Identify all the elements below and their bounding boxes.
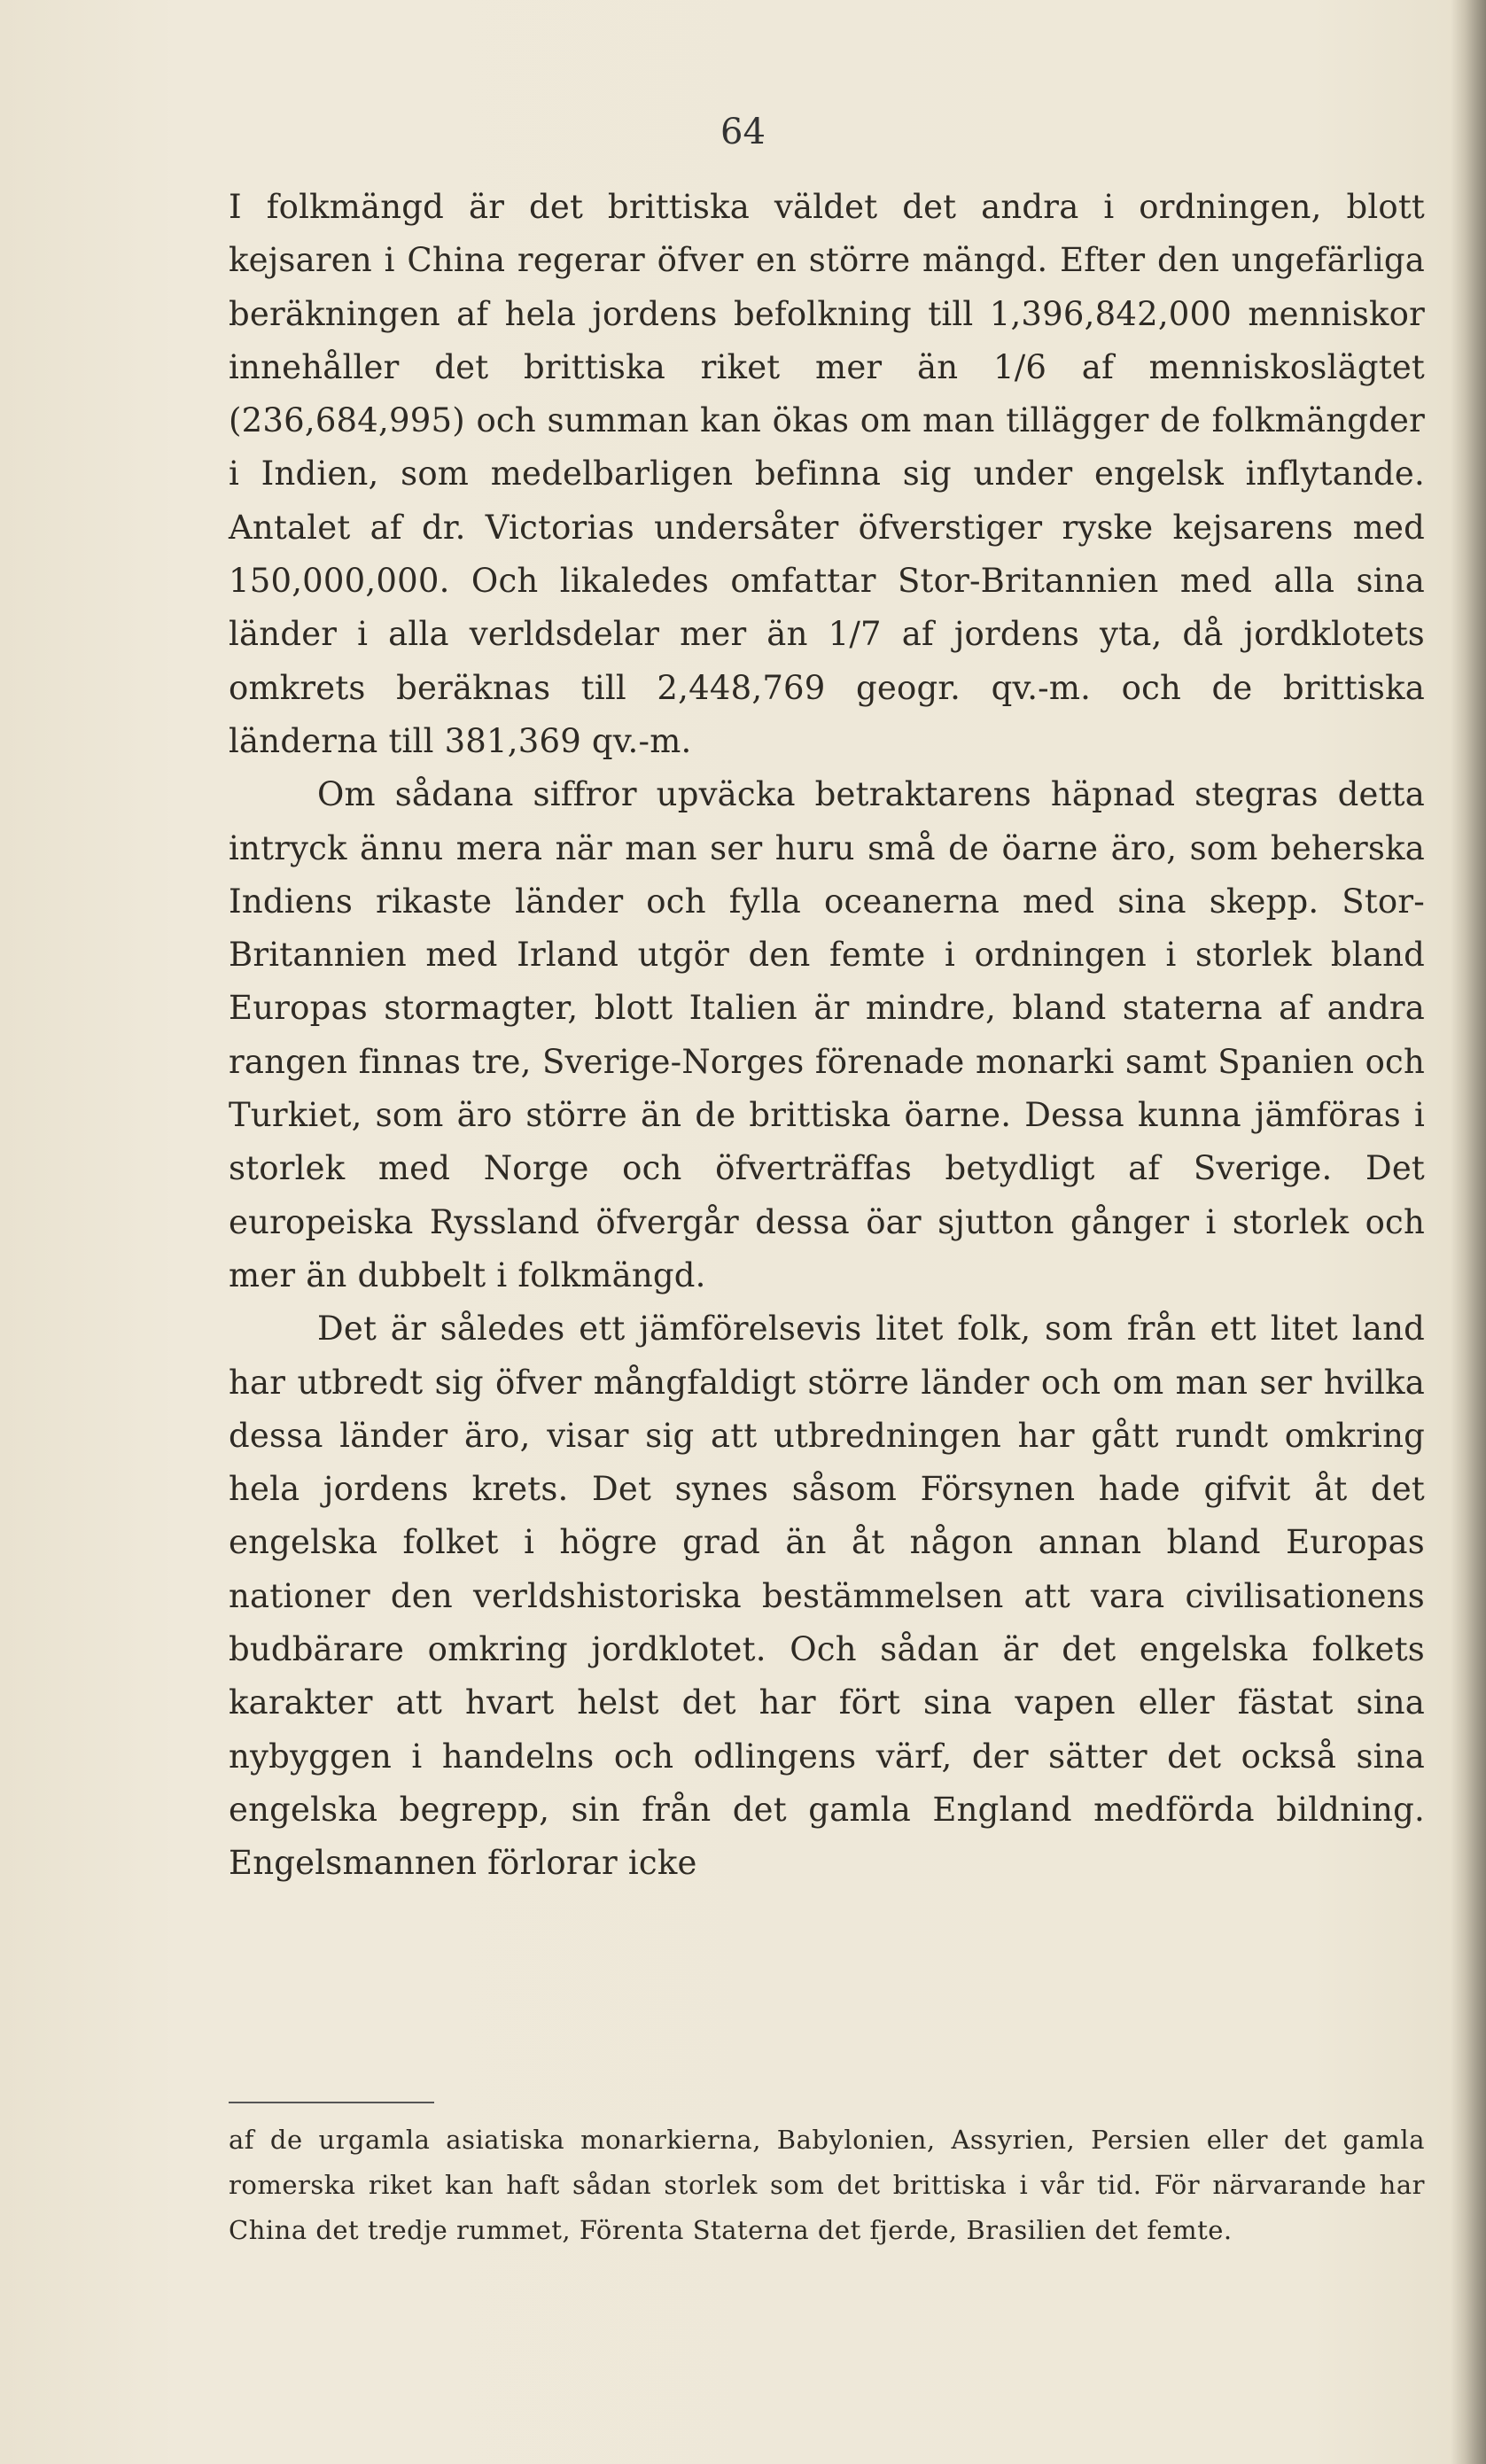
- footnote-text: af de urgamla asiatiska monarkierna, Babylonien, Assyrien, Persien eller det gamla romerska riket kan haft sådan storlek som det brittiska i vår tid. För närvarande har China det tredje rummet, Förenta Staterna det fjerde, Brasilien det femte.: [229, 2125, 1425, 2245]
- paragraph-1: I folkmängd är det brittiska väldet det andra i ordningen, blott kejsaren i China regerar öfver en större mängd. Efter den ungefärliga beräkningen af hela jordens befolkning till 1,396,842,000 menniskor innehåller det brittiska riket mer än 1/6 af menniskoslägtet (236,684,995) och summan kan ökas om man tillägger de folkmängder i Indien, som medelbarligen befinna sig under engelsk inflytande. Antalet af dr. Victorias undersåter öfverstiger ryske kejsarens med 150,000,000. Och likaledes omfattar Stor-Britannien med alla sina länder i alla verldsdelar mer än 1/7 af jordens yta, då jordklotets omkrets beräknas till 2,448,769 geogr. qv.-m. och de brittiska länderna till 381,369 qv.-m.: [229, 188, 1425, 760]
- paragraph-2: Om sådana siffror upväcka betraktarens häpnad stegras detta intryck ännu mera när man ser huru små de öarne äro, som beherska Indiens rikaste länder och fylla oceanerna med sina skepp. Stor-Britannien med Irland utgör den femte i ordningen i storlek bland Europas stormagter, blott Italien är mindre, bland staterna af andra rangen finnas tre, Sverige-Norges förenade monarki samt Spanien och Turkiet, som äro större än de brittiska öarne. Dessa kunna jämföras i storlek med Norge och öfverträffas betydligt af Sverige. Det europeiska Ryssland öfvergår dessa öar sjutton gånger i storlek och mer än dubbelt i folkmängd.: [229, 775, 1425, 1294]
- page-number: 64: [720, 112, 766, 152]
- body-text: [229, 181, 1425, 1891]
- footnote-rule: [229, 2102, 434, 2103]
- page-edge-shadow: [1451, 0, 1486, 2464]
- footnote: [229, 2118, 1425, 2253]
- paragraph-3: Det är således ett jämförelsevis litet folk, som från ett litet land har utbredt sig öfver mångfaldigt större länder och om man ser hvilka dessa länder äro, visar sig att utbredningen har gått rundt omkring hela jordens krets. Det synes såsom Försynen hade gifvit åt det engelska folket i högre grad än åt någon annan bland Europas nationer den verldshistoriska bestämmelsen att vara civilisationens budbärare omkring jordklotet. Och sådan är det engelska folkets karakter att hvart helst det har fört sina vapen eller fästat sina nybyggen i handelns och odlingens värf, der sätter det också sina engelska begrepp, sin från det gamla England medförda bildning. Engelsmannen förlorar icke: [229, 1310, 1425, 1883]
